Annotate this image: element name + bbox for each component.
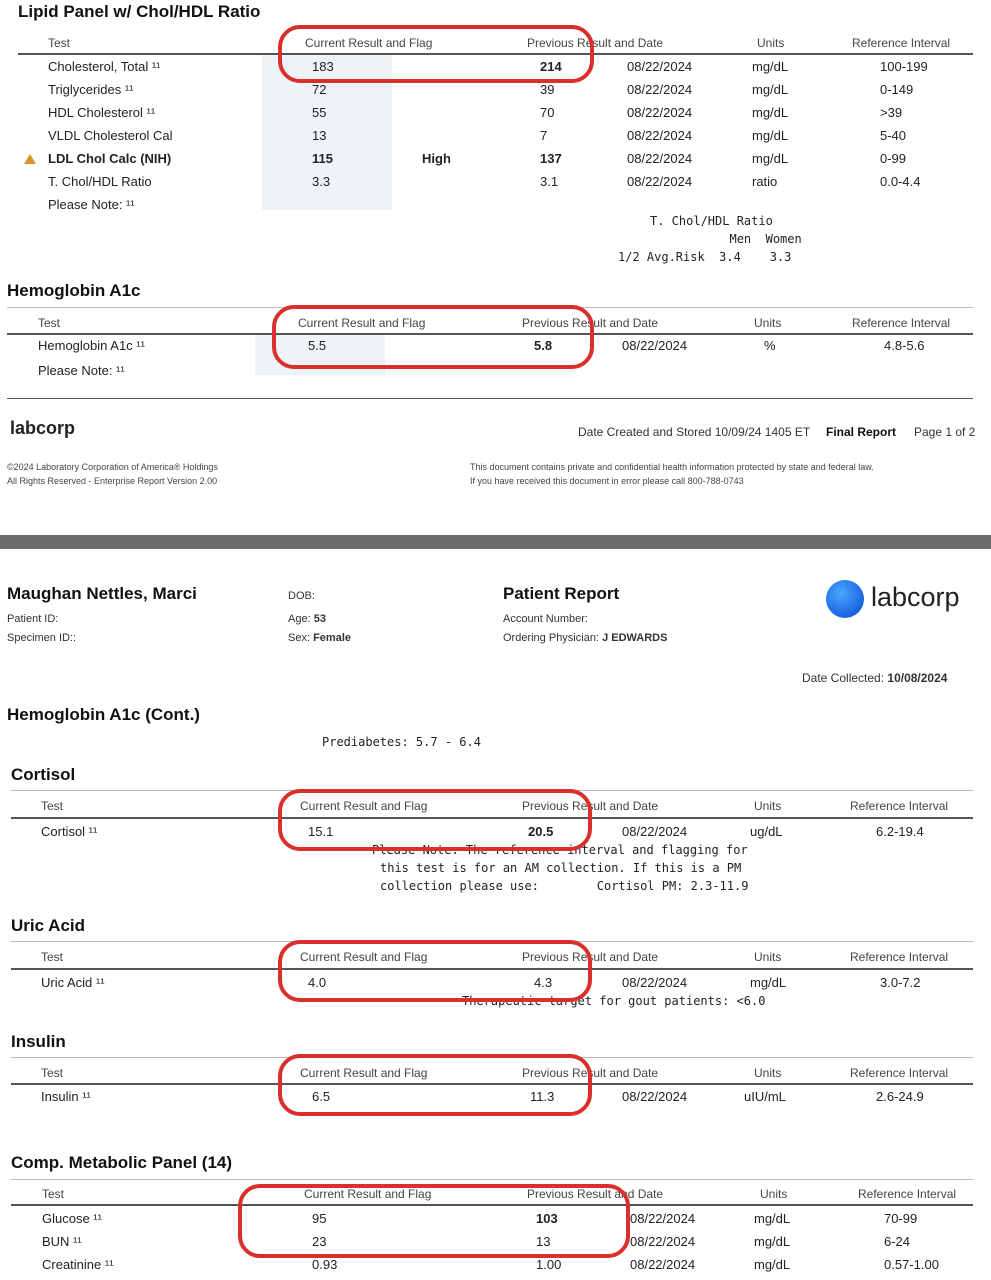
page-separator	[0, 535, 991, 549]
patient-name: Maughan Nettles, Marci	[7, 584, 197, 603]
cortisol-note-line: this test is for an AM collection. If this is a PM	[380, 861, 742, 875]
highlight-circle	[238, 1184, 630, 1258]
col-ref-header: Reference Interval	[852, 36, 951, 50]
current-result: 183	[312, 59, 334, 74]
privacy-notice: If you have received this document in error please call 800-788-0743	[470, 476, 744, 486]
note-label: Please Note: ¹¹	[38, 363, 125, 378]
col-current-header: Current Result and Flag	[305, 36, 433, 50]
date-created: Date Created and Stored 10/09/24 1405 ET	[578, 425, 811, 439]
units: mg/dL	[754, 1211, 791, 1226]
age-label: Age:	[288, 613, 311, 625]
previous-result: 1.00	[536, 1257, 562, 1272]
reference-interval: 0.0-4.4	[880, 174, 921, 189]
units: mg/dL	[752, 82, 789, 97]
footer-logo: labcorp	[10, 418, 76, 438]
col-ref-header: Reference Interval	[858, 1187, 957, 1201]
a1c-cont-title: Hemoglobin A1c (Cont.)	[7, 705, 200, 724]
units: mg/dL	[752, 59, 789, 74]
units: mg/dL	[752, 151, 789, 166]
result-flag: High	[422, 151, 451, 166]
col-units-header: Units	[754, 799, 782, 813]
report-title: Patient Report	[503, 584, 620, 603]
col-ref-header: Reference Interval	[850, 1066, 949, 1080]
col-previous-header: Previous Result and Date	[522, 316, 659, 330]
privacy-notice: This document contains private and confidential health information protected by state and federal law.	[470, 462, 874, 472]
lipid-panel-title: Lipid Panel w/ Chol/HDL Ratio	[18, 2, 261, 21]
current-result: 95	[312, 1211, 327, 1226]
a1c-title: Hemoglobin A1c	[7, 281, 141, 300]
col-test-header: Test	[41, 950, 64, 964]
physician-label: Ordering Physician:	[503, 632, 599, 644]
col-ref-header: Reference Interval	[852, 316, 951, 330]
test-name: Creatinine ¹¹	[42, 1257, 114, 1272]
sex-value: Female	[313, 632, 351, 644]
note-label: Please Note: ¹¹	[48, 197, 135, 212]
col-test-header: Test	[41, 1066, 64, 1080]
patient-id-label: Patient ID:	[7, 613, 59, 625]
current-result: 3.3	[312, 174, 331, 189]
previous-date: 08/22/2024	[630, 1211, 696, 1226]
units: mg/dL	[752, 105, 789, 120]
uric-test: Uric Acid ¹¹	[41, 975, 105, 990]
current-result: 23	[312, 1234, 327, 1249]
reference-interval: 70-99	[884, 1211, 918, 1226]
ratio-note-line: T. Chol/HDL Ratio	[650, 214, 773, 228]
previous-date: 08/22/2024	[627, 128, 693, 143]
a1c-current: 5.5	[308, 338, 327, 353]
collected-field	[802, 671, 947, 685]
highlight-circle	[272, 305, 594, 369]
labcorp-logo-icon	[826, 580, 864, 618]
test-name: Glucose ¹¹	[42, 1211, 102, 1226]
col-test-header: Test	[48, 36, 71, 50]
copyright: All Rights Reserved - Enterprise Report Version 2.00	[7, 476, 218, 486]
col-ref-header: Reference Interval	[850, 950, 949, 964]
age-value: 53	[313, 613, 326, 625]
previous-date: 08/22/2024	[630, 1234, 696, 1249]
previous-result: 137	[540, 151, 562, 166]
sex-field	[288, 632, 351, 644]
insulin-previous: 11.3	[530, 1089, 555, 1104]
uric-date: 08/22/2024	[622, 975, 688, 990]
previous-result: 103	[536, 1211, 558, 1226]
reference-interval: 100-199	[880, 59, 928, 74]
current-result: 13	[312, 128, 327, 143]
age-field	[288, 613, 326, 625]
section-rule	[11, 1179, 973, 1180]
sex-label: Sex:	[288, 632, 311, 644]
a1c-date: 08/22/2024	[622, 338, 688, 353]
insulin-test: Insulin ¹¹	[41, 1089, 91, 1104]
highlight-circle	[278, 789, 592, 851]
reference-interval: >39	[880, 105, 903, 120]
col-test-header: Test	[38, 316, 61, 330]
previous-result: 214	[540, 59, 562, 74]
uric-units: mg/dL	[750, 975, 787, 990]
ratio-note-line: Men Women	[650, 232, 802, 246]
cortisol-ref: 6.2-19.4	[876, 824, 924, 839]
uric-note: Therapeutic target for gout patients: <6.0	[462, 994, 766, 1008]
account-label: Account Number:	[503, 613, 588, 625]
cortisol-previous: 20.5	[528, 824, 554, 839]
col-units-header: Units	[757, 36, 785, 50]
col-previous-header: Previous Result and Date	[522, 1066, 659, 1080]
units: mg/dL	[754, 1234, 791, 1249]
footer-rule	[7, 398, 973, 399]
specimen-id-label: Specimen ID::	[7, 632, 77, 644]
warning-flag-icon	[24, 154, 36, 164]
highlight-circle	[278, 25, 594, 83]
previous-date: 08/22/2024	[627, 174, 693, 189]
insulin-date: 08/22/2024	[622, 1089, 688, 1104]
uric-current: 4.0	[308, 975, 327, 990]
highlight-circle	[278, 1054, 592, 1116]
test-name: HDL Cholesterol ¹¹	[48, 105, 156, 120]
physician-field	[503, 632, 667, 644]
physician-value: J EDWARDS	[602, 632, 668, 644]
previous-result: 7	[540, 128, 548, 143]
col-current-header: Current Result and Flag	[300, 799, 428, 813]
col-previous-header: Previous Result and Date	[522, 799, 659, 813]
reference-interval: 0-99	[880, 151, 907, 166]
uric-ref: 3.0-7.2	[880, 975, 921, 990]
copyright: ©2024 Laboratory Corporation of America® Holdings	[7, 462, 218, 472]
previous-result: 39	[540, 82, 555, 97]
a1c-units: %	[764, 338, 776, 353]
units: ratio	[752, 174, 778, 189]
insulin-units: uIU/mL	[744, 1089, 786, 1104]
col-units-header: Units	[754, 316, 782, 330]
current-result: 72	[312, 82, 327, 97]
col-current-header: Current Result and Flag	[304, 1187, 432, 1201]
cortisol-units: ug/dL	[750, 824, 783, 839]
previous-date: 08/22/2024	[627, 82, 693, 97]
col-current-header: Current Result and Flag	[300, 950, 428, 964]
uric-previous: 4.3	[534, 975, 553, 990]
collected-label: Date Collected:	[802, 671, 885, 685]
previous-date: 08/22/2024	[627, 59, 693, 74]
col-test-header: Test	[42, 1187, 65, 1201]
cortisol-title: Cortisol	[11, 765, 76, 784]
a1c-previous: 5.8	[534, 338, 553, 353]
test-name: LDL Chol Calc (NIH)	[48, 151, 172, 166]
test-name: BUN ¹¹	[42, 1234, 82, 1249]
test-name: T. Chol/HDL Ratio	[48, 174, 152, 189]
ratio-note-line: 1/2 Avg.Risk 3.4 3.3	[618, 250, 792, 264]
col-current-header: Current Result and Flag	[300, 1066, 428, 1080]
a1c-ref: 4.8-5.6	[884, 338, 925, 353]
cortisol-test: Cortisol ¹¹	[41, 824, 98, 839]
previous-date: 08/22/2024	[630, 1257, 696, 1272]
previous-date: 08/22/2024	[627, 105, 693, 120]
col-previous-header: Previous Result and Date	[527, 36, 664, 50]
brand-logo: labcorp	[871, 582, 960, 612]
cortisol-note-line: collection please use: Cortisol PM: 2.3-11.9	[380, 879, 749, 893]
previous-date: 08/22/2024	[627, 151, 693, 166]
col-units-header: Units	[754, 950, 782, 964]
cmp-title: Comp. Metabolic Panel (14)	[11, 1153, 233, 1172]
a1c-test: Hemoglobin A1c ¹¹	[38, 338, 145, 353]
cortisol-note-line: Please Note: The reference interval and flagging for	[372, 843, 748, 857]
uric-acid-title: Uric Acid	[11, 916, 86, 935]
units: mg/dL	[752, 128, 789, 143]
dob-label: DOB:	[288, 590, 315, 602]
cortisol-current: 15.1	[308, 824, 334, 839]
collected-value: 10/08/2024	[887, 671, 948, 685]
col-previous-header: Previous Result and Date	[522, 950, 659, 964]
cortisol-date: 08/22/2024	[622, 824, 688, 839]
reference-interval: 0.57-1.00	[884, 1257, 939, 1272]
highlight-circle	[278, 940, 592, 1002]
reference-interval: 6-24	[884, 1234, 911, 1249]
col-test-header: Test	[41, 799, 64, 813]
col-previous-header: Previous Result and Date	[527, 1187, 664, 1201]
current-result: 115	[312, 151, 333, 166]
final-report-label: Final Report	[826, 425, 897, 439]
prediabetes-note: Prediabetes: 5.7 - 6.4	[322, 735, 481, 749]
previous-result: 3.1	[540, 174, 559, 189]
test-name: VLDL Cholesterol Cal	[48, 128, 173, 143]
col-units-header: Units	[760, 1187, 788, 1201]
insulin-current: 6.5	[312, 1089, 331, 1104]
current-result: 0.93	[312, 1257, 338, 1272]
insulin-title: Insulin	[11, 1032, 66, 1051]
col-units-header: Units	[754, 1066, 782, 1080]
page-number: Page 1 of 2	[914, 425, 976, 439]
current-result: 55	[312, 105, 327, 120]
col-ref-header: Reference Interval	[850, 799, 949, 813]
insulin-ref: 2.6-24.9	[876, 1089, 924, 1104]
previous-result: 13	[536, 1234, 551, 1249]
test-name: Triglycerides ¹¹	[48, 82, 134, 97]
reference-interval: 5-40	[880, 128, 907, 143]
reference-interval: 0-149	[880, 82, 914, 97]
units: mg/dL	[754, 1257, 791, 1272]
test-name: Cholesterol, Total ¹¹	[48, 59, 161, 74]
previous-result: 70	[540, 105, 555, 120]
col-current-header: Current Result and Flag	[298, 316, 426, 330]
